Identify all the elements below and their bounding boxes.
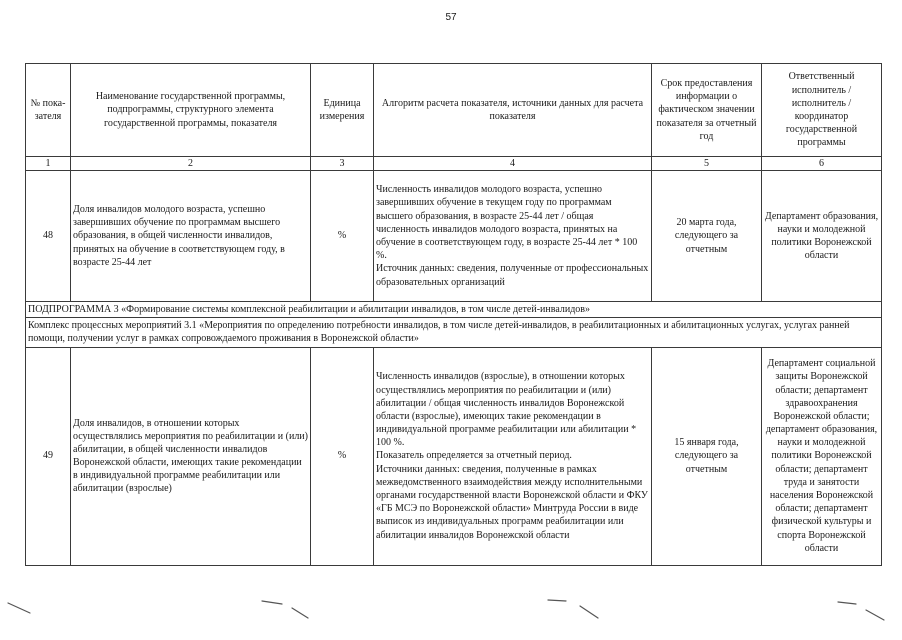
col-header-unit: Единица измерения	[311, 64, 374, 157]
col-number: 6	[762, 157, 882, 171]
col-number: 4	[374, 157, 652, 171]
column-number-row	[26, 157, 882, 171]
col-number: 5	[652, 157, 762, 171]
indicator-name: Доля инвалидов молодого возраста, успешно завершивших обучение по программам высшего образования, в общей численности инвалидов, принятых на обучение в соответствующем году, в возрасте 25-44 лет	[71, 171, 311, 302]
algorithm-formula: Численность инвалидов молодого возраста, успешно завершивших обучение в текущем году по программам высшего образования, в возрасте 25-44 лет / общая численность инвалидов молодого возраста, принятых на обучение в соответствующем году, в возрасте 25-44 лет * 100 %.	[376, 184, 638, 262]
algorithm-source: Источник данных: сведения, полученные от профессиональных образовательных организаций	[376, 263, 649, 288]
col-header-name: Наименование государственной программы, подпрограммы, структурного элемента государственной программы, показателя	[71, 64, 311, 157]
subprogram-title: ПОДПРОГРАММА 3 «Формирование системы комплексной реабилитации и абилитации инвалидов, в том числе детей-инвалидов»	[26, 302, 882, 318]
table-row	[26, 171, 882, 302]
col-header-algorithm: Алгоритм расчета показателя, источники данных для расчета показателя	[374, 64, 652, 157]
indicator-deadline: 15 января года, следующего за отчетным	[652, 347, 762, 565]
algorithm-source: Источники данных: сведения, полученные в рамках межведомственного взаимодействия между исполнительными органами государственной власти Воронежской области и ФКУ «ГБ МСЭ по Воронежской области» Минтруда России в виде выписок из индивидуальных программ реабилитации или абилитации инвалидов Воронежской области	[376, 463, 649, 541]
subprogram-row	[26, 302, 882, 318]
page-number: 57	[445, 12, 457, 23]
indicator-unit: %	[311, 347, 374, 565]
algorithm-formula: Численность инвалидов (взрослые), в отношении которых осуществлялись мероприятия по реабилитации и (или) абилитации / общая численность инвалидов Воронежской области (взрослые), имеющих такие рекомендации в индивидуальной программе реабилитации или абилитации * 100 %.	[376, 371, 637, 449]
indicator-number: 48	[26, 171, 71, 302]
indicator-table	[25, 63, 882, 566]
col-number: 1	[26, 157, 71, 171]
indicator-number: 49	[26, 347, 71, 565]
scan-artifact-marks	[0, 588, 902, 640]
col-header-number: № пока-зателя	[26, 64, 71, 157]
indicator-name: Доля инвалидов, в отношении которых осуществлялись мероприятия по реабилитации и (или) абилитации, в общей численности инвалидов Воронежской области, имеющих такие рекомендации в индивидуальной программе реабилитации или абилитации (взрослые)	[71, 347, 311, 565]
col-header-deadline: Срок предоставления информации о фактическом значении показателя за отчетный год	[652, 64, 762, 157]
col-header-responsible: Ответственный исполнитель / исполнитель / координатор государственной программы	[762, 64, 882, 157]
complex-title: Комплекс процессных мероприятий 3.1 «Мероприятия по определению потребности инвалидов, в том числе детей-инвалидов, в реабилитационных и абилитационных услугах, услугах ранней помощи, получении услуг в рамках сопровождаемого проживания в Воронежской области»	[26, 318, 882, 347]
col-number: 2	[71, 157, 311, 171]
indicator-deadline: 20 марта года, следующего за отчетным	[652, 171, 762, 302]
algorithm-period: Показатель определяется за отчетный период.	[376, 450, 572, 462]
indicator-algorithm	[374, 171, 652, 302]
table-row	[26, 347, 882, 565]
header-row	[26, 64, 882, 157]
indicator-unit: %	[311, 171, 374, 302]
indicator-responsible: Департамент социальной защиты Воронежской области; департамент здравоохранения Воронежской области; департамент образования, науки и молодежной политики Воронежской области; департамент труда и занятости населения Воронежской области; департамент физической культуры и спорта Воронежской области	[762, 347, 882, 565]
indicator-algorithm	[374, 347, 652, 565]
indicator-responsible: Департамент образования, науки и молодежной политики Воронежской области	[762, 171, 882, 302]
complex-row	[26, 318, 882, 347]
col-number: 3	[311, 157, 374, 171]
